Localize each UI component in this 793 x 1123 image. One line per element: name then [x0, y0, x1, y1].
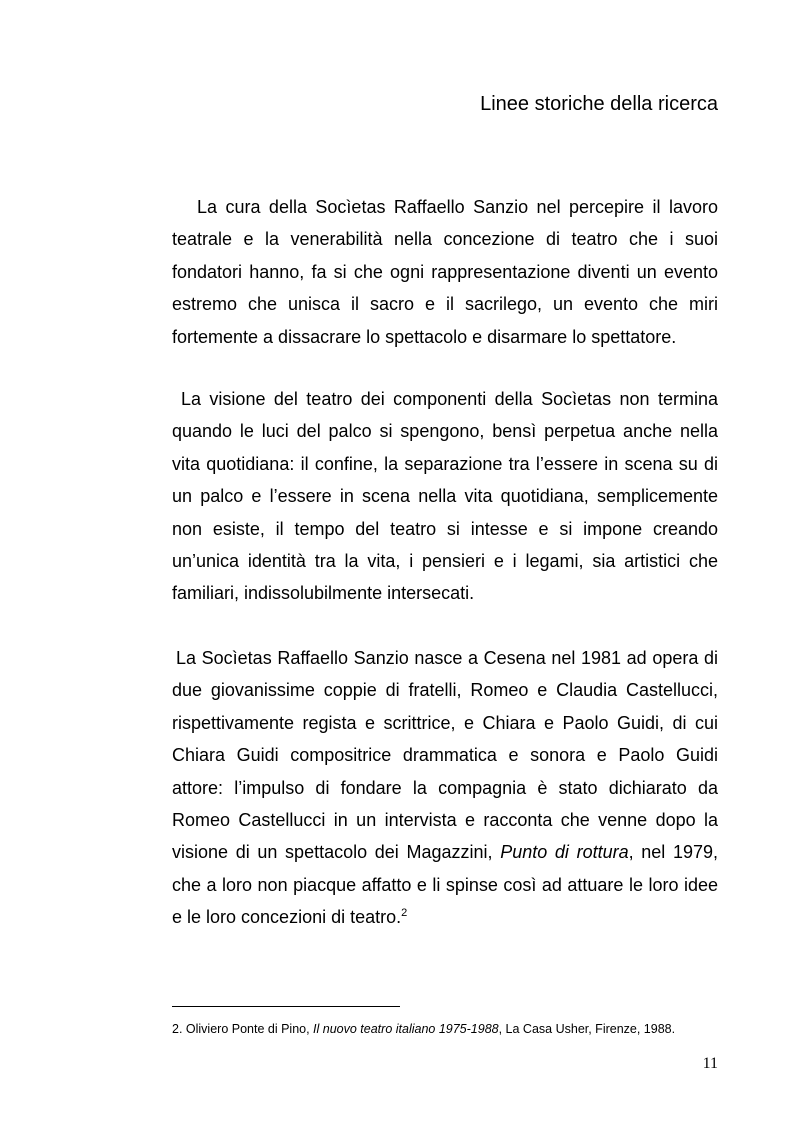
- paragraph-2: La visione del teatro dei componenti della Socìetas non termina quando le luci del palco si spengono, bensì perpetua anche nella vita quotidiana: il confine, la separazione tra l’essere in scena su di un palco e l’essere in scena nella vita quotidiana, semplicemente non esiste, il tempo del teatro si intesse e si impone creando un’unica identità tra la vita, i pensieri e i legami, sia artistici che familiari, indissolubilmente intersecati.: [172, 389, 718, 604]
- footnote-marker[interactable]: 2: [401, 907, 408, 920]
- footnote-suffix: , La Casa Usher, Firenze, 1988.: [498, 1022, 676, 1036]
- footnote-book-title: Il nuovo teatro italiano 1975-1988: [313, 1022, 499, 1036]
- paragraph-3-text-start: La Socìetas Raffaello Sanzio nasce a Cesena nel 1981 ad opera di due giovanissime coppie di fratelli, Romeo e Claudia Castellucci, rispettivamente regista e scrittrice, e Chiara e Paolo Guidi, di cui Chiara Guidi compositrice drammatica e sonora e Paolo Guidi attore: l’impulso di fondare la compagnia è stato dichiarato da Romeo Castellucci in un intervista e racconta che venne dopo la visione di un spettacolo dei Magazzini,: [172, 648, 718, 863]
- footnote-divider: [172, 1006, 400, 1007]
- footnote: [172, 1020, 675, 1038]
- paragraph-3: [172, 642, 718, 934]
- footnote-prefix: 2. Oliviero Ponte di Pino,: [172, 1022, 314, 1036]
- page-number: 11: [702, 1055, 718, 1072]
- paragraph-3-text-end: , nel 1979, che a loro non piacque affatto e li spinse così ad attuare le loro idee e le loro concezioni di teatro.: [172, 842, 718, 928]
- page-header: Linee storiche della ricerca: [480, 93, 718, 115]
- paragraph-1: La cura della Socìetas Raffaello Sanzio nel percepire il lavoro teatrale e la venerabilità nella concezione di teatro che i suoi fondatori hanno, fa si che ogni rappresentazione diventi un evento estremo che unisca il sacro e il sacrilego, un evento che miri fortemente a dissacrare lo spettacolo e disarmare lo spettatore.: [172, 197, 718, 347]
- work-title-italic: Punto di rottura: [500, 842, 629, 863]
